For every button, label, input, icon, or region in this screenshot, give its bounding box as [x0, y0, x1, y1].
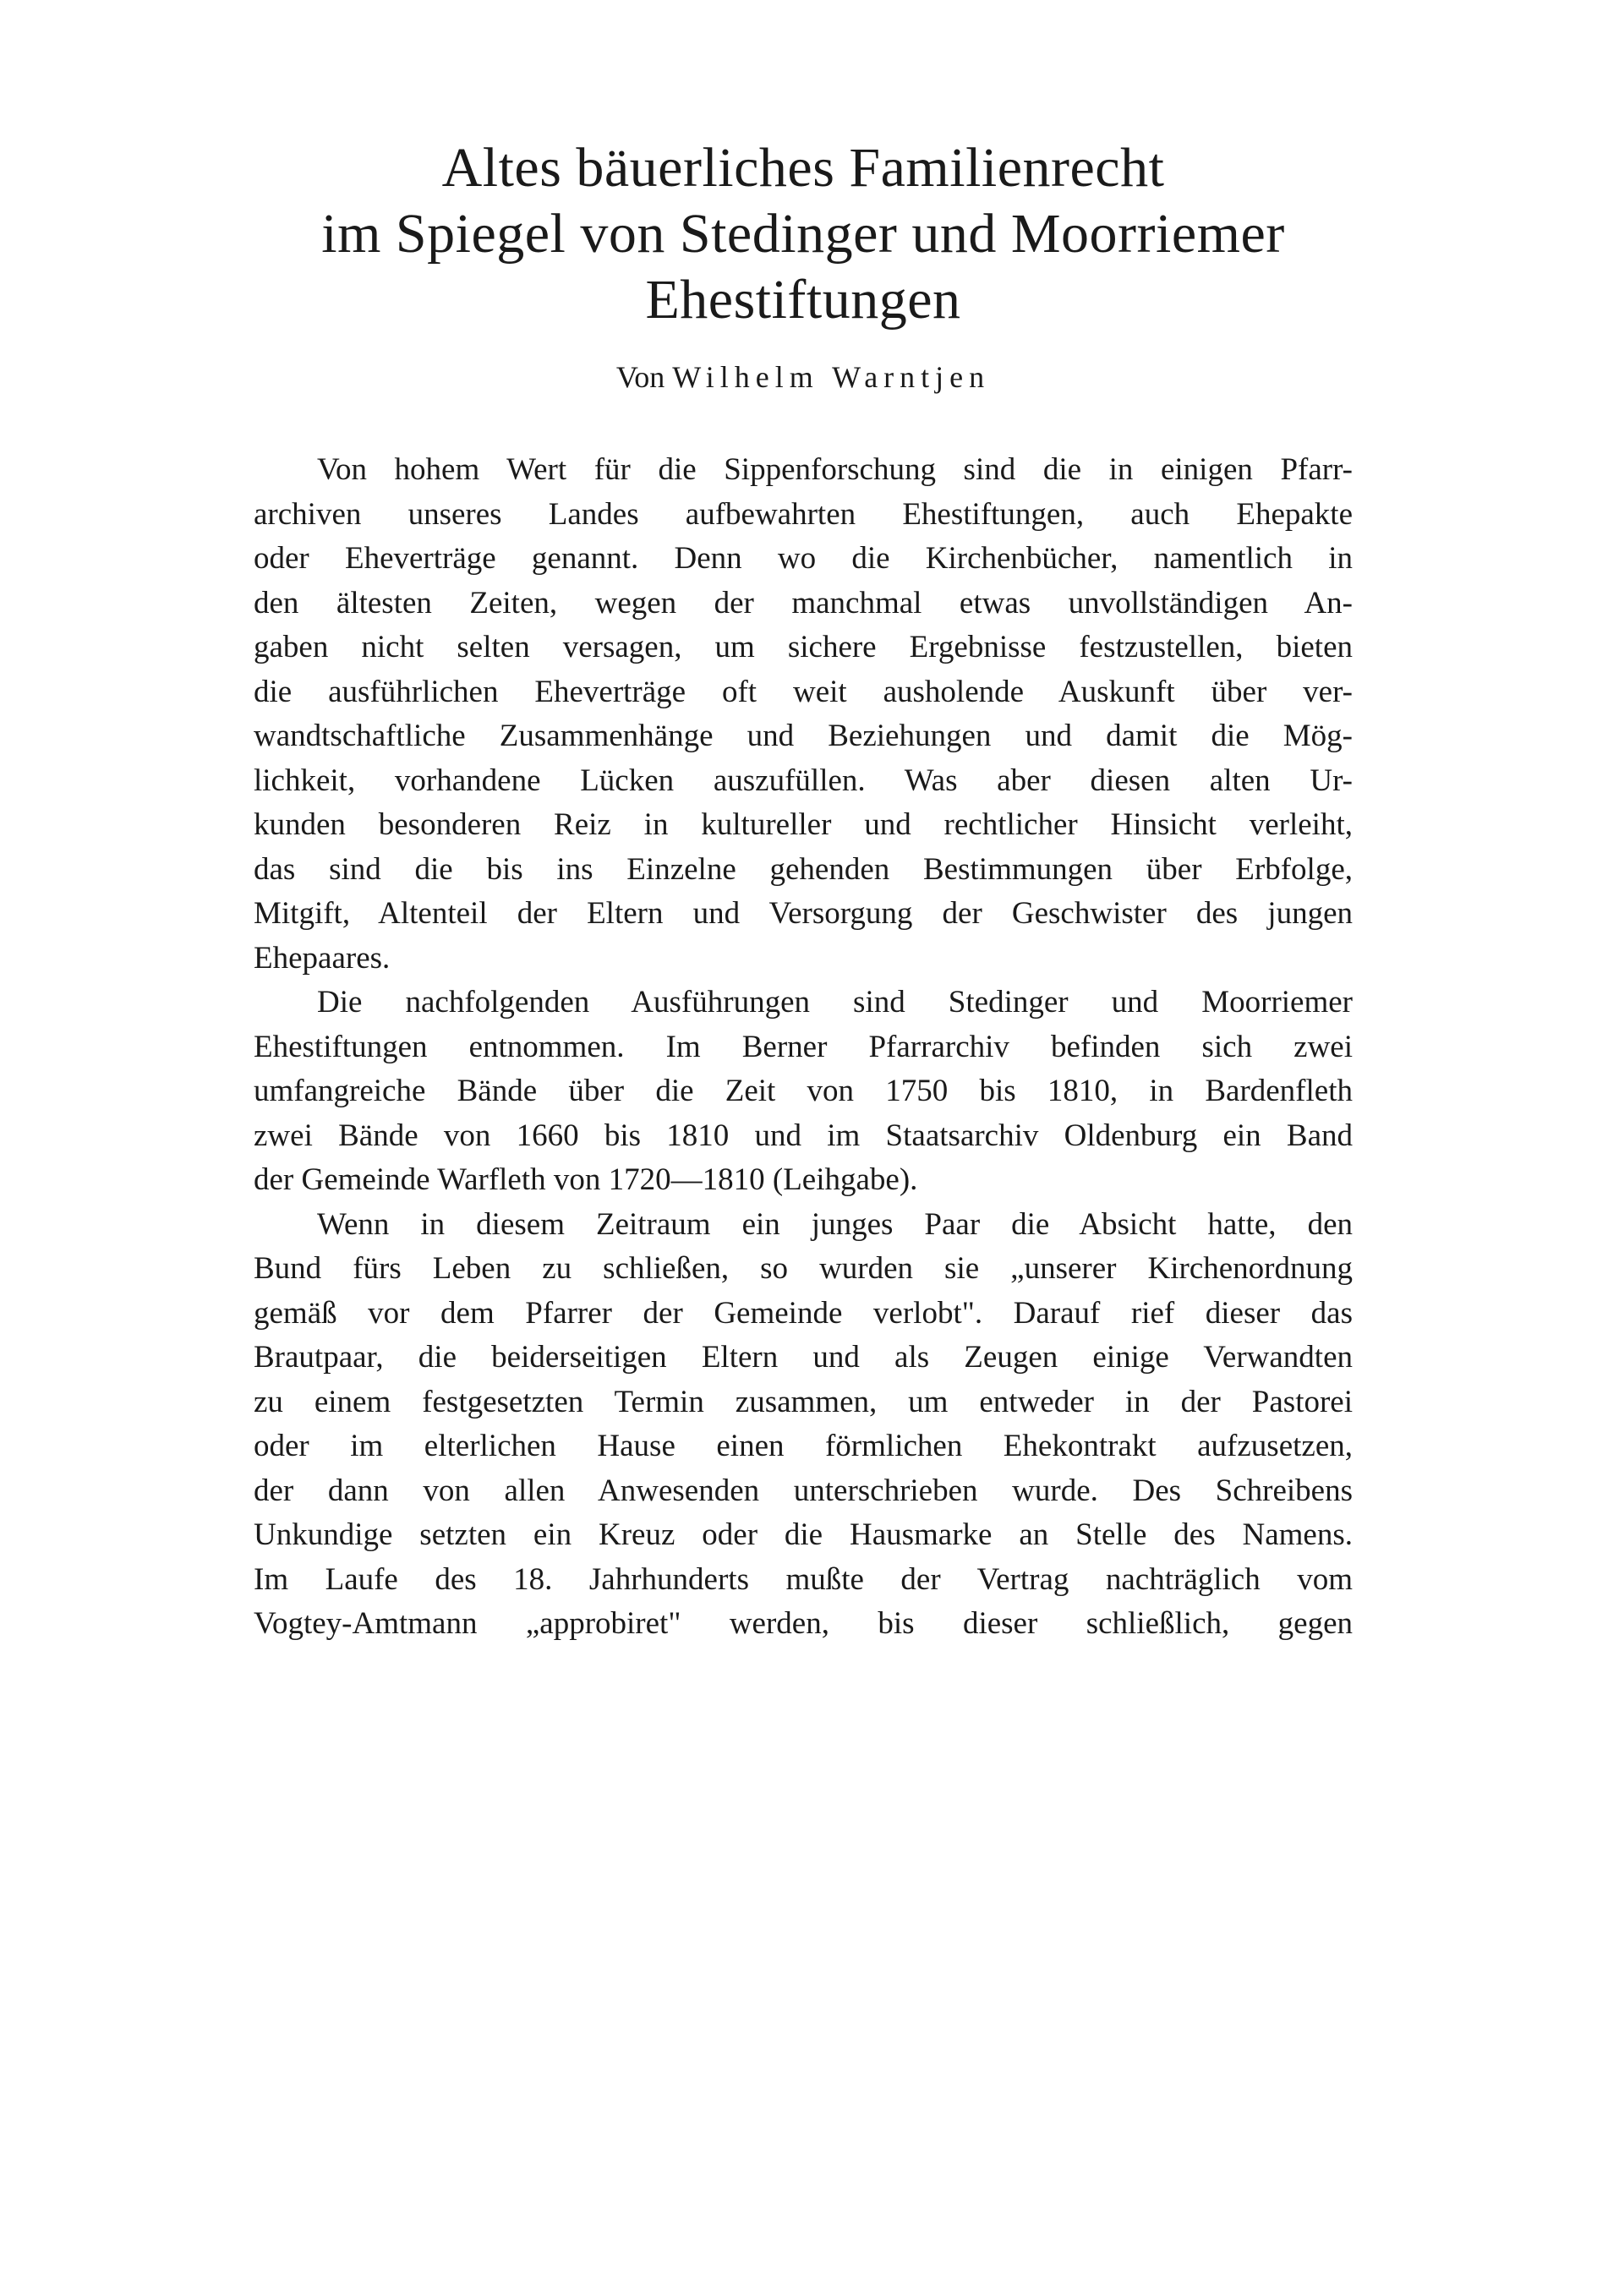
text-line: oder im elterlichen Hause einen förmlichen Ehekontrakt aufzusetzen, [254, 1429, 1353, 1463]
title-line-3: Ehestiftungen [645, 269, 961, 331]
paragraph-2 [254, 981, 1353, 1203]
text-line: Wenn in diesem Zeitraum ein junges Paar die Absicht hatte, den [317, 1206, 1353, 1242]
text-line: gemäß vor dem Pfarrer der Gemeinde verlobt". Darauf rief dieser das [254, 1295, 1353, 1331]
text-line: lichkeit, vorhandene Lücken auszufüllen. Was aber diesen alten Ur- [254, 763, 1353, 798]
text-line: das sind die bis ins Einzelne gehenden Bestimmungen über Erbfolge, [254, 851, 1353, 887]
text-line: Von hohem Wert für die Sippenforschung sind die in einigen Pfarr- [317, 452, 1353, 487]
author-name: Wilhelm Warntjen [672, 360, 991, 394]
text-line: Ehepaares. [254, 940, 391, 976]
text-line: die ausführlichen Eheverträge oft weit ausholende Auskunft über ver- [254, 674, 1353, 709]
text-line: Bund fürs Leben zu schließen, so wurden sie „unserer Kirchenordnung [254, 1251, 1353, 1286]
title-line-1: Altes bäuerliches Familienrecht [441, 137, 1165, 199]
text-line: Unkundige setzten ein Kreuz oder die Hausmarke an Stelle des Namens. [254, 1517, 1353, 1552]
text-line: umfangreiche Bände über die Zeit von 1750 bis 1810, in Bardenfleth [254, 1074, 1353, 1108]
text-line: Im Laufe des 18. Jahrhunderts mußte der Vertrag nachträglich vom [254, 1561, 1353, 1597]
text-line: gaben nicht selten versagen, um sichere Ergebnisse festzustellen, bieten [254, 630, 1353, 664]
paragraph-3 [254, 1203, 1353, 1647]
text-line: oder Eheverträge genannt. Denn wo die Kirchenbücher, namentlich in [254, 541, 1353, 576]
text-line: archiven unseres Landes aufbewahrten Ehestiftungen, auch Ehepakte [254, 496, 1353, 532]
byline [254, 358, 1353, 396]
text-line: der dann von allen Anwesenden unterschrieben wurde. Des Schreibens [254, 1473, 1353, 1508]
text-line: Brautpaar, die beiderseitigen Eltern und als Zeugen einige Verwandten [254, 1340, 1353, 1375]
text-line: zu einem festgesetzten Termin zusammen, um entweder in der Pastorei [254, 1384, 1353, 1419]
text-line: wandtschaftliche Zusammenhänge und Beziehungen und damit die Mög- [254, 719, 1353, 753]
title-line-2: im Spiegel von Stedinger und Moorriemer [321, 203, 1285, 265]
text-line: zwei Bände von 1660 bis 1810 und im Staatsarchiv Oldenburg ein Band [254, 1118, 1353, 1153]
text-line: den ältesten Zeiten, wegen der manchmal etwas unvollständigen An- [254, 585, 1353, 620]
text-line: Die nachfolgenden Ausführungen sind Stedinger und Moorriemer [317, 985, 1353, 1020]
document-content [254, 135, 1353, 1647]
article-title [254, 135, 1353, 333]
article-body [254, 448, 1353, 1647]
text-line: kunden besonderen Reiz in kultureller und rechtlicher Hinsicht verleiht, [254, 807, 1353, 842]
text-line: Ehestiftungen entnommen. Im Berner Pfarrarchiv befinden sich zwei [254, 1029, 1353, 1064]
paragraph-1 [254, 448, 1353, 981]
text-line: der Gemeinde Warfleth von 1720—1810 (Leihgabe). [254, 1162, 918, 1197]
byline-prefix: Von [615, 360, 665, 394]
text-line: Mitgift, Altenteil der Eltern und Versorgung der Geschwister des jungen [254, 896, 1353, 931]
text-line: Vogtey-Amtmann „approbiret" werden, bis dieser schließlich, gegen [254, 1606, 1353, 1641]
